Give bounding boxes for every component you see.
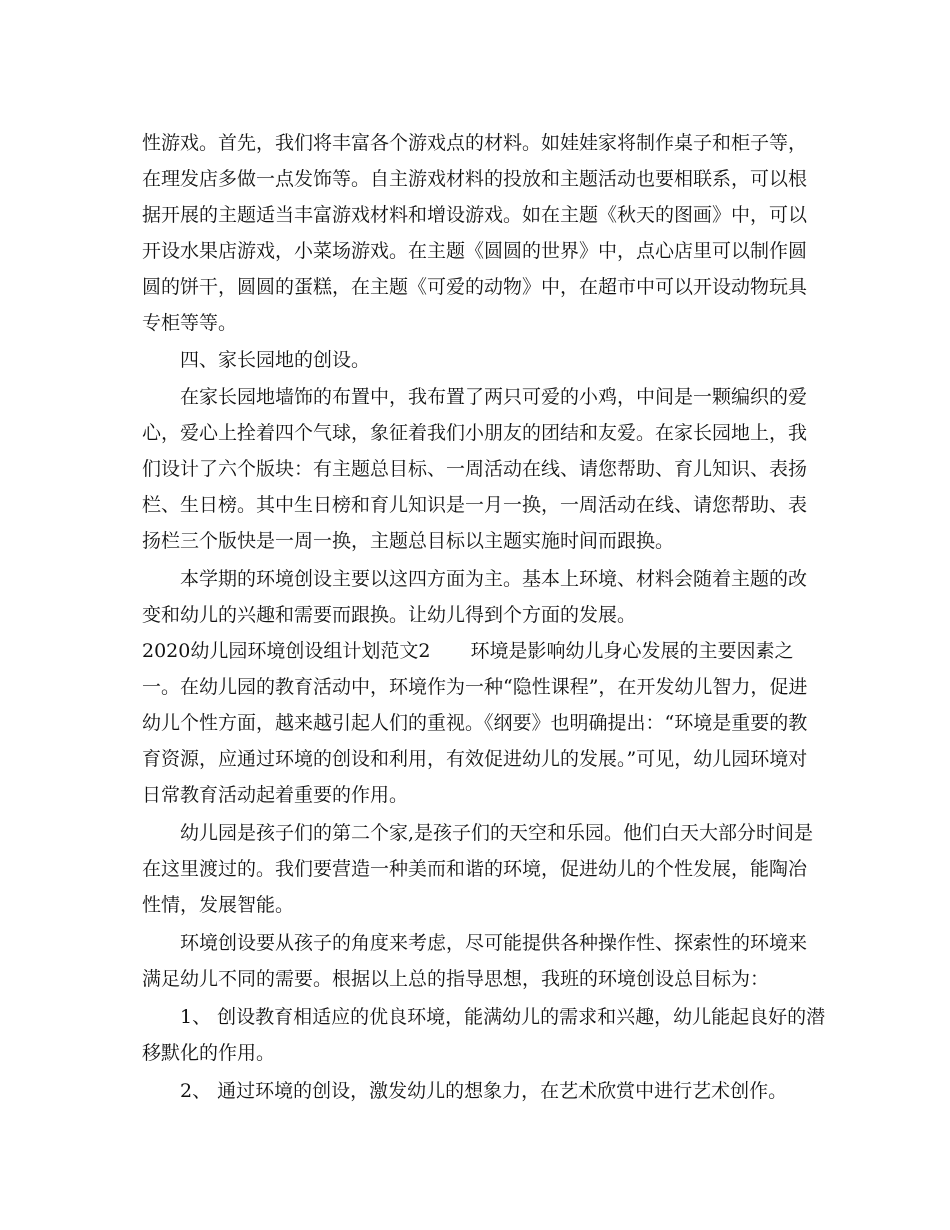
- paragraph-line: 日常教育活动起着重要的作用。: [142, 784, 409, 806]
- article-title-line: [142, 638, 822, 664]
- paragraph-line: 心，爱心上拴着四个气球，象征着我们小朋友的团结和友爱。在家长园地上，我: [142, 422, 808, 444]
- paragraph-line: 幼儿个性方面，越来越引起人们的重视。《纲要》也明确提出：“环境是重要的教: [142, 712, 808, 734]
- paragraph-line: 开设水果店游戏，小菜场游戏。在主题《圆圆的世界》中，点心店里可以制作圆: [142, 240, 808, 262]
- paragraph-line: 性游戏。首先，我们将丰富各个游戏点的材料。如娃娃家将制作桌子和柜子等，: [142, 132, 808, 154]
- article-title: 2020幼儿园环境创设组计划范文2: [142, 640, 431, 662]
- paragraph-line: 环境创设要从孩子的角度来考虑，尽可能提供各种操作性、探索性的环境来: [180, 932, 808, 954]
- paragraph-line: 在家长园地墙饰的布置中，我布置了两只可爱的小鸡，中间是一颗编织的爱: [180, 386, 808, 408]
- paragraph-line: 圆的饼干，圆圆的蛋糕，在主题《可爱的动物》中，在超市中可以开设动物玩具: [142, 276, 808, 298]
- paragraph-line: 幼儿园是孩子们的第二个家,是孩子们的天空和乐园。他们白天大部分时间是: [180, 822, 814, 844]
- paragraph-line: 性情，发展智能。: [142, 894, 295, 916]
- paragraph-line: 们设计了六个版块：有主题总目标、一周活动在线、请您帮助、育儿知识、表扬: [142, 458, 808, 480]
- paragraph-line: 变和幼儿的兴趣和需要而跟换。让幼儿得到个方面的发展。: [142, 604, 637, 626]
- list-item: 1、 创设教育相适应的优良环境，能满幼儿的需求和兴趣，幼儿能起良好的潜: [180, 1006, 826, 1028]
- paragraph-line: 一。在幼儿园的教育活动中，环境作为一种“隐性课程”，在开发幼儿智力，促进: [142, 676, 808, 698]
- list-item: 2、 通过环境的创设，激发幼儿的想象力，在艺术欣赏中进行艺术创作。: [180, 1080, 788, 1102]
- section-heading: 四、家长园地的创设。: [180, 349, 371, 371]
- paragraph-line: 据开展的主题适当丰富游戏材料和增设游戏。如在主题《秋天的图画》中，可以: [142, 204, 808, 226]
- paragraph-line: 在理发店多做一点发饰等。自主游戏材料的投放和主题活动也要相联系，可以根: [142, 168, 808, 190]
- paragraph-start: 环境是影响幼儿身心发展的主要因素之: [470, 640, 794, 662]
- paragraph-line: 本学期的环境创设主要以这四方面为主。基本上环境、材料会随着主题的改: [180, 568, 808, 590]
- paragraph-line: 育资源，应通过环境的创设和利用，有效促进幼儿的发展。”可见，幼儿园环境对: [142, 748, 808, 770]
- paragraph-line: 移默化的作用。: [142, 1042, 276, 1064]
- paragraph-line: 在这里渡过的。我们要营造一种美而和谐的环境，促进幼儿的个性发展，能陶冶: [142, 858, 808, 880]
- paragraph-line: 满足幼儿不同的需要。根据以上总的指导思想，我班的环境创设总目标为：: [142, 968, 770, 990]
- paragraph-line: 扬栏三个版快是一周一换，主题总目标以主题实施时间而跟换。: [142, 530, 675, 552]
- paragraph-line: 专柜等等。: [142, 312, 238, 334]
- paragraph-line: 栏、生日榜。其中生日榜和育儿知识是一月一换，一周活动在线、请您帮助、表: [142, 494, 808, 516]
